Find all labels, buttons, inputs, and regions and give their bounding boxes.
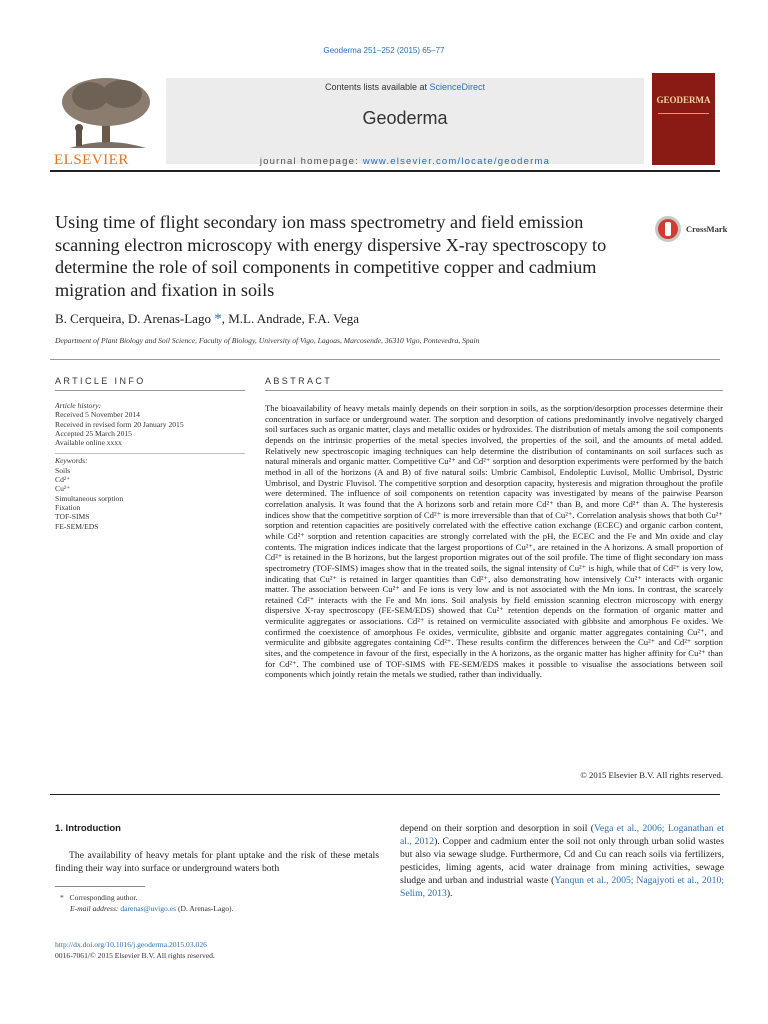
history-label: Article history: [55,401,102,410]
abstract-copyright: © 2015 Elsevier B.V. All rights reserved. [580,770,723,780]
article-title: Using time of flight secondary ion mass spectrometry and field emission scanning electron microscopy with energy dispersive X-ray spectroscopy to determine the role of soil components in competitive copper and cadmium migration and fixation in soils [55,212,607,300]
keyword: Fixation [55,502,81,512]
sciencedirect-link[interactable]: ScienceDirect [429,82,486,92]
issn-line: 0016-7061/© 2015 Elsevier B.V. All rights reserved. [55,950,215,960]
cover-title: GEODERMA [656,95,711,105]
elsevier-tree-icon [50,74,162,154]
article-info-rule [55,390,245,391]
email-line [60,904,233,915]
email-label: E-mail address: [70,903,121,913]
keyword: Simultaneous sorption [55,493,124,503]
authors-part-1: B. Cerqueira, D. Arenas-Lago [55,311,215,326]
history-item: Received in revised form 20 January 2015 [55,419,184,429]
keywords-label: Keywords: [55,456,88,466]
article-info-heading: ARTICLE INFO [55,376,146,386]
keyword: FE-SEM/EDS [55,521,99,531]
cover-divider [658,113,709,114]
corresponding-note [60,893,233,904]
journal-name: Geoderma [362,108,448,128]
intro-paragraph-right [400,822,724,900]
history-item: Available online xxxx [55,438,122,448]
author-list [55,311,359,328]
keyword: Soils [55,465,71,475]
homepage-line [166,156,644,167]
header-rule [50,170,720,172]
journal-reference[interactable]: Geoderma 251–252 (2015) 65–77 [323,46,445,55]
intro-text: ). Copper and cadmium enter the soil not only through urban solid wastes but also via sewage sludge. Furthermore, Cd and Cu can reach soils via fertilizers, pesticides, liming agents, acid water drainage from mining activities, sewage sludge and urban and industrial waste ( [400,836,725,886]
contents-line [166,82,644,92]
body-rule [50,794,720,795]
intro-paragraph-left: The availability of heavy metals for plant uptake and the risk of these metals finding their way into surface or underground waters both [55,850,379,874]
authors-part-2: , M.L. Andrade, F.A. Vega [221,311,360,326]
intro-text: depend on their sorption and desorption in soil ( [400,823,595,834]
journal-header [50,74,644,168]
crossmark-label: CrossMark [686,224,728,234]
footnote [60,893,233,914]
history-item: Received 5 November 2014 [55,410,140,420]
page-footer [55,940,215,961]
introduction-heading: 1. Introduction [55,823,121,834]
publisher-name[interactable]: ELSEVIER [54,152,129,168]
email-suffix: (D. Arenas-Lago). [176,903,234,913]
elsevier-logo [50,74,162,168]
crossmark-badge[interactable] [653,214,733,246]
abstract-heading: ABSTRACT [265,376,333,386]
keyword: Cd²⁺ [55,475,71,485]
keyword: TOF-SIMS [55,512,90,522]
footnote-rule [55,886,145,887]
contents-prefix: Contents lists available at [324,82,430,92]
info-divider [55,453,245,454]
intro-text: ). [446,888,453,899]
abstract-text: The bioavailability of heavy metals mainly depends on their sorption in soils, as the sorption/desorption processes determine their concentration in surface or underground water. The sorption and desorption of cations predominantly involve negatively charged soil surfaces such as organic matter, clays and metallic oxides or hydroxides. The distribution of metals among the soil components depends on the intrinsic properties of the metal species involved, the properties of the soil, and the amounts of metal added. Relatively new spectroscopic imaging techniques can help determine the distribution of contaminants on soil surfaces such as natural minerals and organic matter. Competitive Cu²⁺ and Cd²⁺ sorption and desorption experiments were performed by the batch method in all of the horizons (A and B) of five natural soils: Umbric Cambisol, Endoleptic Luvisol, Mollic Umbrisol, Dystric Umbrisol, and Dystric Fluvisol. The competitive sorption and desorption capacity, hysteresis and migration throughout the profile were determined. The influence of soil components on retention capacity was investigated by means of the pairwise Pearson correlation analysis. It was found that the A horizons sorb and retain more Cd²⁺ than B, and more Cd²⁺ than A. The hysteresis indices show that the competitive sorption of Cd²⁺ is more irreversible than that of Cu²⁺. Correlation analysis shows that both Cu²⁺ sorption and retention capacities are positively correlated with the effective cation exchange (ECEC) and organic carbon content, while Cd²⁺ sorption and retention capacities are strongly correlated with the pH, the ECEC and the Fe and Mn oxide and clay contents. The migration indices indicate that the largest proportions of Cu²⁺, are retained in the A horizons. A small proportion of Cd²⁺ is retained in the B horizons, but the largest proportion migrates out of the soil profile. The time of flight secondary ion mass spectrometry (TOF-SIMS) images show that in the treated soils, the signal intensity of Cu²⁺ is high, while that of Cd²⁺ is very low, indicating that Cu²⁺ is retained in larger quantities than Cd²⁺, also demonstrating how intensively Cu²⁺ interacts with organic matter. The association between Cu²⁺ and Fe ions is very low and is not associated with the Mn ions. In contrast, the scarcely retained Cd²⁺ interacts with the Fe and Mn ions. Soil analysis by field emission scanning electron microscopy with energy dispersive X-ray spectroscopy (FE-SEM/EDS) showed that Cu²⁺ retention depends on the formation of organic matter and vermiculite aggregates or associations. Cd²⁺ is retained on vermiculite associated with gibbsite and amorphous Fe oxides. We confirmed the coexistence of amorphous Fe oxides, vermiculite, gibbsite and organic matter aggregates containing Cu²⁺, and vermiculite and gibbsite aggregates containing Cd²⁺. These results confirm the differences between the Cu²⁺ and Cd²⁺ sorption sites, and the competence in favour of the first, especially in the A horizons, as the organic matter has higher affinity for Cu²⁺ than for Cd²⁺. The combined use of TOF-SIMS with FE-SEM/EDS makes it possible to visualise the associations between soil components which jointly retain the metals we studied, rather than individually. [265,403,723,680]
corresponding-label: Corresponding author. [69,893,138,902]
citation-link[interactable]: Yanqun et al., 2005; Nagajyoti et al., 2010; Selim, 2013 [400,875,724,899]
email-link[interactable]: darenas@uvigo.es [120,903,177,913]
article-info [55,401,245,531]
history-item: Accepted 25 March 2015 [55,428,132,438]
crossmark-icon [653,214,683,244]
section-rule [50,359,720,360]
homepage-link[interactable]: www.elsevier.com/locate/geoderma [362,156,551,167]
footnote-star: * [60,893,64,902]
abstract-rule [265,390,723,391]
affiliation: Department of Plant Biology and Soil Science, Faculty of Biology, University of Vigo, Lagoas, Marcosende, 36310 Vigo, Pontevedra, Spain [55,336,480,345]
keyword: Cu²⁺ [55,484,71,494]
header-center [166,78,644,167]
doi-link[interactable]: http://dx.doi.org/10.1016/j.geoderma.2015.03.026 [55,940,207,949]
citation-link[interactable]: Vega et al., 2006; Loganathan et al., 2012 [400,823,724,847]
homepage-prefix: journal homepage: [259,156,363,167]
corresponding-author-marker[interactable]: * [214,311,222,327]
journal-cover[interactable] [652,73,715,165]
